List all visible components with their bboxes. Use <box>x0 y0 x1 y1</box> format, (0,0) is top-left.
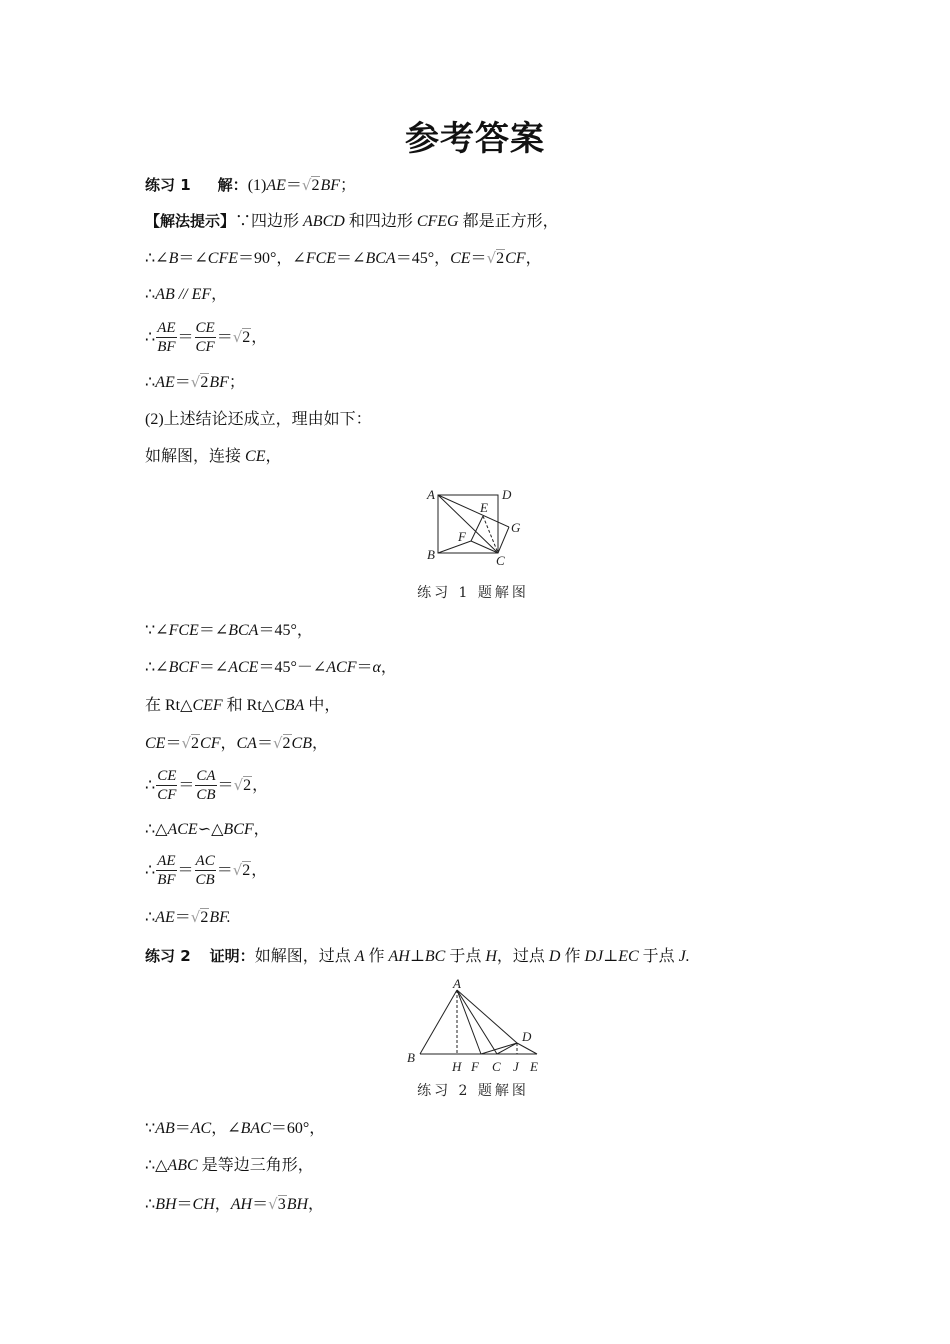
text: 如解图，连接 <box>145 448 246 465</box>
equals: ＝ <box>356 659 373 676</box>
punct: ， <box>253 821 270 838</box>
math-var: FCE <box>305 250 337 267</box>
math-var: BC <box>424 948 446 965</box>
radical-icon: √ <box>486 249 497 267</box>
math-var: AE <box>266 177 286 194</box>
equals: ＝ <box>165 735 182 752</box>
text: 于点 <box>445 948 486 965</box>
equals: ＝ <box>176 1196 193 1213</box>
sqrt-expression <box>302 177 321 194</box>
therefore-symbol: ∴ <box>145 777 156 794</box>
equals: ＝ <box>174 909 191 926</box>
text: ＝∠ <box>178 250 208 267</box>
solution-line <box>145 1194 324 1215</box>
math-var: BF. <box>209 909 231 926</box>
fraction <box>195 852 216 890</box>
math-var: CF <box>505 250 526 267</box>
exercise-1-answer-line <box>145 175 356 196</box>
math-var: BF <box>320 177 341 194</box>
perpendicular-symbol: ⊥ <box>603 948 619 965</box>
math-var: ACF <box>326 659 357 676</box>
math-var: CH <box>192 1196 215 1213</box>
text: ＝∠ <box>198 622 229 639</box>
punct: ， <box>265 448 282 465</box>
fraction <box>156 767 177 805</box>
math-var: AE <box>155 374 175 391</box>
fraction <box>156 319 176 357</box>
radicand: 2 <box>311 177 320 194</box>
punct: ； <box>340 177 357 194</box>
text: ∴△ <box>145 821 168 838</box>
point-label-d: D <box>502 487 512 502</box>
math-var: AC <box>190 1120 212 1137</box>
punct: ， <box>211 286 228 303</box>
text: ＝60°， <box>270 1120 326 1137</box>
proof-label: 证明： <box>209 947 255 965</box>
solution-line <box>145 733 328 754</box>
point-label-g: G <box>511 520 521 535</box>
math-var: AB <box>155 286 175 303</box>
similar-symbol: ∽△ <box>197 821 224 838</box>
numerator: CE <box>157 768 177 785</box>
solution-line <box>145 907 231 928</box>
solution-line <box>145 658 397 678</box>
equals: ＝ <box>216 862 233 879</box>
therefore-symbol: ∴ <box>145 909 156 926</box>
sqrt-expression <box>234 777 253 794</box>
solution-line <box>145 410 372 430</box>
math-var: BCA <box>365 250 396 267</box>
text: ，过点 <box>496 948 549 965</box>
text: 作 <box>560 948 585 965</box>
fraction <box>195 767 216 805</box>
solution-line <box>145 696 340 716</box>
math-var: ACE <box>228 659 259 676</box>
therefore-symbol: ∴ <box>145 286 156 303</box>
math-var: CFE <box>207 250 239 267</box>
sqrt-expression <box>181 735 200 752</box>
radicand: 3 <box>277 1196 286 1213</box>
math-var: DJ <box>584 948 604 965</box>
radical-icon: √ <box>190 908 201 926</box>
math-var: H <box>485 948 497 965</box>
numerator: CA <box>196 768 216 785</box>
math-var: D <box>548 948 561 965</box>
exercise-2-label: 练习 2 <box>145 947 191 965</box>
sqrt-expression <box>268 1196 287 1213</box>
denominator: CF <box>157 787 177 804</box>
equals: ＝ <box>252 1196 269 1213</box>
math-var: CFEG <box>416 213 459 230</box>
figure-2-triangle-diagram <box>400 972 550 1076</box>
radicand: 2 <box>191 735 200 752</box>
text: ，∠ <box>211 1120 241 1137</box>
text: 和四边形 <box>344 213 417 230</box>
solution-line <box>145 447 281 467</box>
math-var: CE <box>245 448 266 465</box>
numerator: AC <box>195 853 215 870</box>
equals: ＝ <box>216 329 233 346</box>
sqrt-expression <box>273 735 292 752</box>
hint-label: 【解法提示】 <box>145 212 236 230</box>
math-var: CA <box>236 735 257 752</box>
point-label-b: B <box>427 547 435 562</box>
numerator: AE <box>157 320 176 337</box>
math-var: AB <box>155 1120 175 1137</box>
sqrt-expression <box>191 374 210 391</box>
solution-line <box>145 372 245 393</box>
text: ∴∠ <box>145 250 169 267</box>
math-var: FCE <box>168 622 199 639</box>
radical-icon: √ <box>272 734 283 752</box>
segment-ad <box>457 990 517 1043</box>
text: 都是正方形， <box>458 213 559 230</box>
segment-bf <box>438 541 471 553</box>
denominator: BF <box>157 339 176 356</box>
text: ＝∠ <box>198 659 229 676</box>
radicand: 2 <box>496 250 505 267</box>
equals: ＝ <box>174 374 191 391</box>
point-label-e: E <box>480 500 488 515</box>
math-var: J. <box>678 948 690 965</box>
exercise-1-label: 练习 1 <box>145 176 191 194</box>
punct: ， <box>251 862 268 879</box>
solution-line <box>145 621 313 641</box>
equals: ＝ <box>470 250 487 267</box>
math-var: BCA <box>228 622 259 639</box>
segment-fc <box>471 541 498 553</box>
point-label-h: H <box>452 1059 462 1074</box>
text: ＝45°－∠ <box>258 659 327 676</box>
math-var: ACE <box>167 821 198 838</box>
punct: ， <box>220 735 237 752</box>
text: 于点 <box>638 948 679 965</box>
text: (2)上述结论还成立，理由如下： <box>145 411 372 428</box>
radicand: 2 <box>242 329 251 346</box>
punct: ， <box>214 1196 231 1213</box>
solution-line <box>145 1156 314 1176</box>
math-var: BH <box>286 1196 309 1213</box>
page-title: 参考答案 <box>405 119 545 159</box>
solution-line <box>145 285 227 305</box>
solution-line <box>145 820 270 840</box>
point-label-j: J <box>513 1059 519 1074</box>
denominator: BF <box>157 872 176 889</box>
text: 如解图，过点 <box>254 948 355 965</box>
solution-line-fraction <box>145 317 267 358</box>
text: 和 Rt△ <box>222 697 275 714</box>
math-var: A <box>354 948 365 965</box>
math-var: B <box>168 250 179 267</box>
equals: ＝ <box>217 777 234 794</box>
radicand: 2 <box>242 862 251 879</box>
point-label-f: F <box>458 529 466 544</box>
numerator: CE <box>195 320 215 337</box>
math-var: CE <box>145 735 166 752</box>
math-var: BAC <box>240 1120 271 1137</box>
solution-line-fraction <box>145 850 267 891</box>
sqrt-expression <box>191 909 210 926</box>
text: ∵四边形 <box>235 213 304 230</box>
text: ＝90°，∠ <box>238 250 306 267</box>
equals: ＝ <box>174 1120 191 1137</box>
math-var: CBA <box>274 697 305 714</box>
because-symbol: ∵ <box>145 1120 156 1137</box>
punct: ， <box>380 659 397 676</box>
fraction <box>195 319 216 357</box>
point-label-f: F <box>471 1059 479 1074</box>
text: 是等边三角形， <box>197 1157 314 1174</box>
text: ∴∠ <box>145 659 169 676</box>
segment-ac <box>438 495 498 553</box>
point-label-a: A <box>427 487 435 502</box>
math-var: BCF <box>223 821 254 838</box>
radical-icon: √ <box>268 1195 278 1213</box>
solution-label: 解： <box>217 176 248 194</box>
equals: ＝ <box>177 862 194 879</box>
math-var: CF <box>200 735 221 752</box>
equals: ＝ <box>285 177 302 194</box>
denominator: CB <box>196 787 216 804</box>
point-label-c: C <box>492 1059 501 1074</box>
text: ∵∠ <box>145 622 169 639</box>
math-var: AH <box>230 1196 253 1213</box>
point-label-b: B <box>407 1050 415 1065</box>
figure-1-square-diagram <box>420 480 530 575</box>
sqrt-expression <box>233 862 252 879</box>
text: 作 <box>364 948 389 965</box>
math-var: CEF <box>192 697 223 714</box>
math-var: CB <box>291 735 312 752</box>
punct: ， <box>308 1196 325 1213</box>
segment-de <box>517 1043 537 1054</box>
point-label-d: D <box>522 1029 532 1044</box>
numerator: AE <box>157 853 176 870</box>
point-label-c: C <box>496 553 505 568</box>
therefore-symbol: ∴ <box>145 1196 156 1213</box>
math-var: ABC <box>167 1157 198 1174</box>
equals: ＝ <box>177 329 194 346</box>
radicand: 2 <box>200 909 209 926</box>
sqrt-expression <box>233 329 252 346</box>
denominator: CB <box>195 872 215 889</box>
solution-line <box>145 1119 325 1139</box>
text: ＝∠ <box>336 250 366 267</box>
text: ∴△ <box>145 1157 168 1174</box>
radicand: 2 <box>200 374 209 391</box>
math-var-alpha: α <box>372 659 381 676</box>
point-label-e: E <box>530 1059 538 1074</box>
text: 中， <box>304 697 341 714</box>
punct: ； <box>228 374 245 391</box>
radical-icon: √ <box>233 776 244 794</box>
radicand: 2 <box>243 777 252 794</box>
radical-icon: √ <box>301 176 312 194</box>
fraction <box>156 852 176 890</box>
exercise-2-proof-line <box>145 946 690 967</box>
equals: ＝ <box>256 735 273 752</box>
text: ＝45°， <box>395 250 451 267</box>
denominator: CF <box>195 339 215 356</box>
punct: ， <box>251 329 268 346</box>
hint-line <box>145 211 559 232</box>
figure-1-caption: 练习 1 题解图 <box>417 585 529 601</box>
math-var: ABCD <box>303 213 345 230</box>
math-var: AH <box>388 948 410 965</box>
segment-ab <box>420 990 457 1054</box>
math-var: CE <box>450 250 471 267</box>
math-var: EC <box>618 948 639 965</box>
text: ＝45°， <box>258 622 313 639</box>
radical-icon: √ <box>232 861 243 879</box>
text: 在 Rt△ <box>145 697 193 714</box>
therefore-symbol: ∴ <box>145 329 156 346</box>
part-number: (1) <box>247 177 267 194</box>
math-var: EF <box>191 286 212 303</box>
math-var: BCF <box>168 659 199 676</box>
radical-icon: √ <box>190 373 201 391</box>
point-label-a: A <box>453 976 461 991</box>
equals: ＝ <box>178 777 195 794</box>
parallel-symbol: // <box>174 286 192 303</box>
segment-gc <box>498 527 509 553</box>
therefore-symbol: ∴ <box>145 374 156 391</box>
math-var: BH <box>155 1196 177 1213</box>
math-var: BF <box>209 374 229 391</box>
punct: ， <box>525 250 542 267</box>
figure-2-caption: 练习 2 题解图 <box>417 1083 529 1099</box>
punct: ， <box>311 735 328 752</box>
perpendicular-symbol: ⊥ <box>409 948 425 965</box>
therefore-symbol: ∴ <box>145 862 156 879</box>
sqrt-expression <box>487 250 506 267</box>
math-var: AE <box>155 909 175 926</box>
punct: ， <box>252 777 269 794</box>
radical-icon: √ <box>181 734 192 752</box>
radicand: 2 <box>282 735 291 752</box>
solution-line <box>145 248 542 269</box>
radical-icon: √ <box>232 328 243 346</box>
solution-line-fraction <box>145 765 268 806</box>
